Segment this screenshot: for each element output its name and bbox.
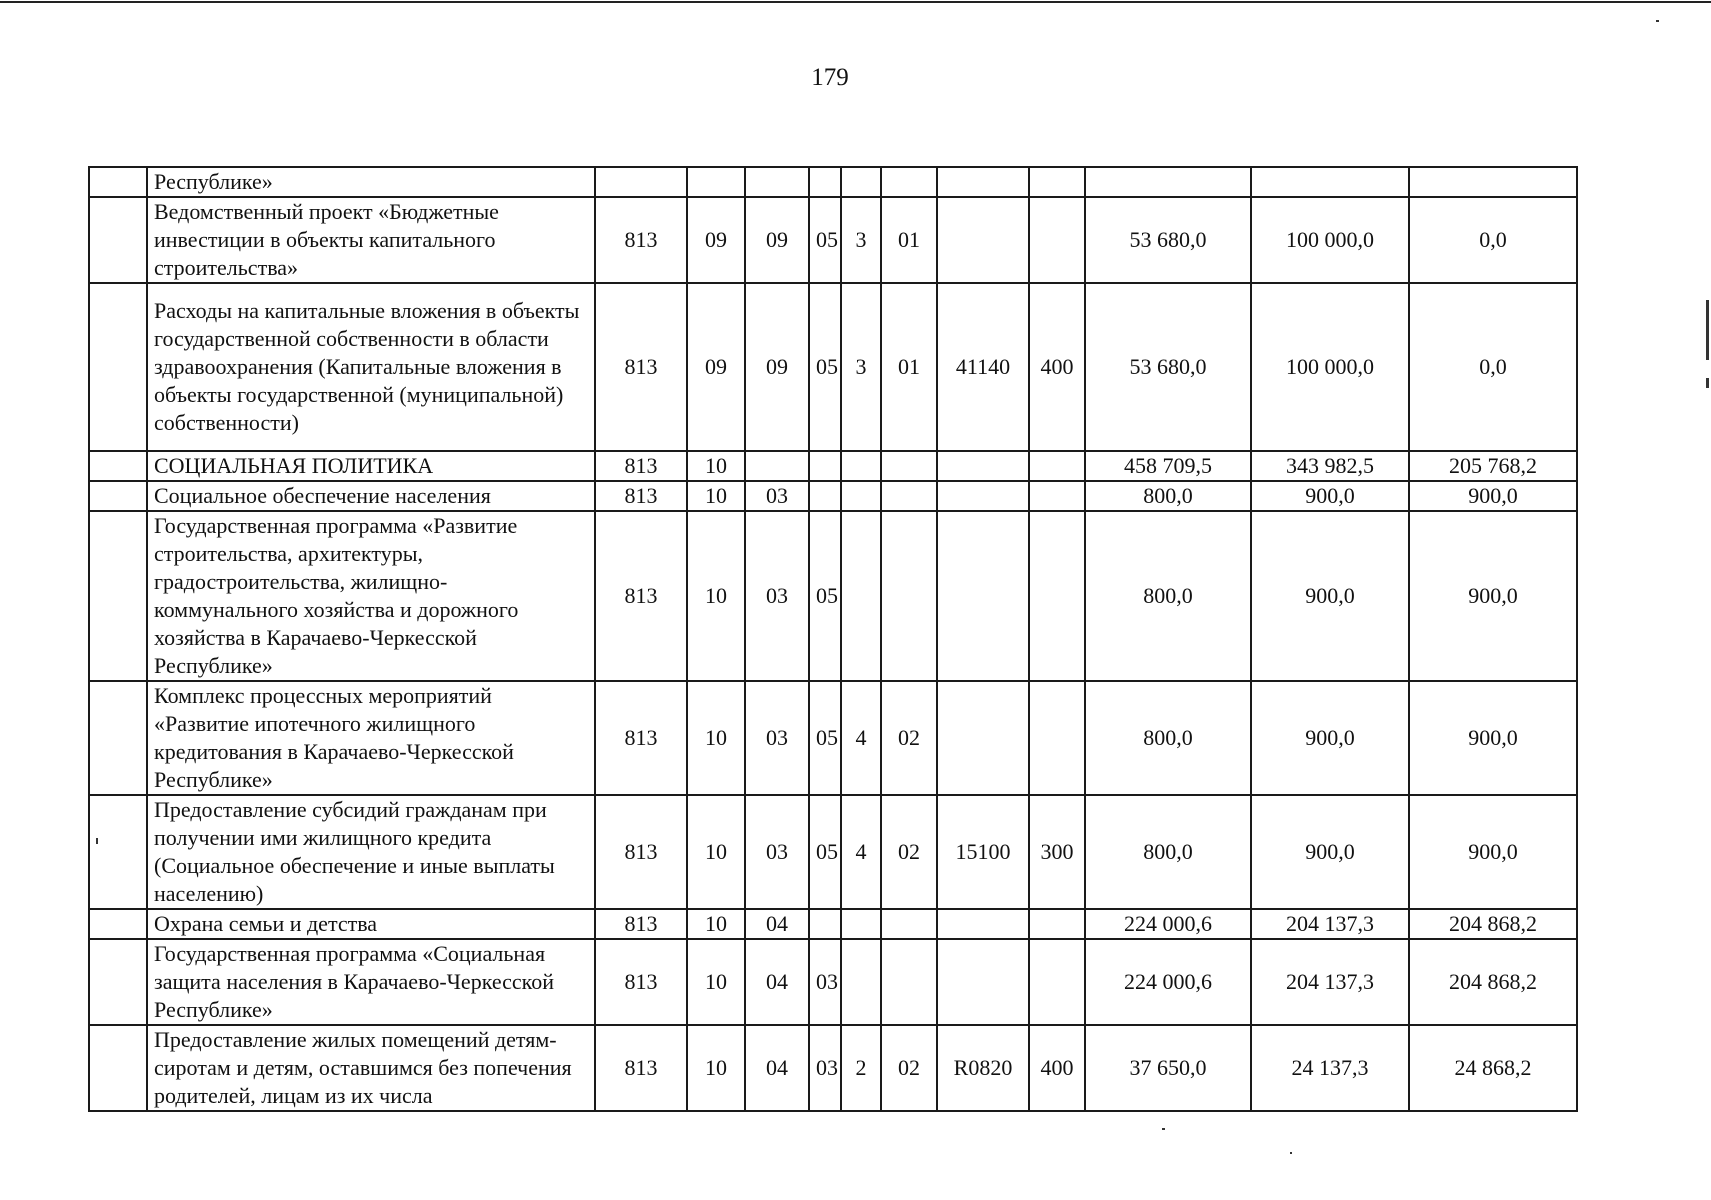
ministry-code-cell: 813 xyxy=(595,197,687,283)
ministry-code-cell: 813 xyxy=(595,939,687,1025)
subsection-code-cell: 09 xyxy=(745,283,809,451)
expense-type-cell: 400 xyxy=(1029,283,1085,451)
amount-year-2-cell: 900,0 xyxy=(1251,481,1409,511)
table-row xyxy=(89,1025,1577,1111)
section-code-cell: 09 xyxy=(687,197,745,283)
ministry-code-cell: 813 xyxy=(595,681,687,795)
amount-year-2-cell: 24 137,3 xyxy=(1251,1025,1409,1111)
program-type-cell xyxy=(841,481,881,511)
scan-speck xyxy=(1656,20,1659,22)
section-code-cell: 10 xyxy=(687,1025,745,1111)
expense-type-cell xyxy=(1029,451,1085,481)
ministry-code-cell: 813 xyxy=(595,795,687,909)
program-type-cell xyxy=(841,451,881,481)
expense-direction-cell xyxy=(937,197,1029,283)
row-index-cell xyxy=(89,197,147,283)
subsection-code-cell: 03 xyxy=(745,795,809,909)
amount-year-2-cell: 100 000,0 xyxy=(1251,283,1409,451)
scan-speck xyxy=(1162,1128,1165,1130)
row-index-cell xyxy=(89,283,147,451)
amount-year-2-cell: 204 137,3 xyxy=(1251,909,1409,939)
section-code-cell: 10 xyxy=(687,909,745,939)
amount-year-1-cell: 458 709,5 xyxy=(1085,451,1251,481)
amount-year-1-cell: 37 650,0 xyxy=(1085,1025,1251,1111)
item-name-cell: Ведомственный проект «Бюджетные инвестиции в объекты капитального строительства» xyxy=(147,197,595,283)
amount-year-1-cell: 800,0 xyxy=(1085,681,1251,795)
program-code-cell: 05 xyxy=(809,795,841,909)
expense-type-cell xyxy=(1029,167,1085,197)
amount-year-1-cell: 53 680,0 xyxy=(1085,197,1251,283)
table-row xyxy=(89,511,1577,681)
subsection-code-cell: 04 xyxy=(745,939,809,1025)
amount-year-1-cell: 800,0 xyxy=(1085,795,1251,909)
amount-year-1-cell xyxy=(1085,167,1251,197)
amount-year-3-cell: 205 768,2 xyxy=(1409,451,1577,481)
subsection-code-cell: 03 xyxy=(745,681,809,795)
subsection-code-cell: 04 xyxy=(745,1025,809,1111)
item-name-cell: СОЦИАЛЬНАЯ ПОЛИТИКА xyxy=(147,451,595,481)
program-code-cell: 03 xyxy=(809,1025,841,1111)
subsection-code-cell: 03 xyxy=(745,481,809,511)
table-row xyxy=(89,167,1577,197)
structural-element-cell: 02 xyxy=(881,681,937,795)
table-row xyxy=(89,795,1577,909)
expense-type-cell xyxy=(1029,939,1085,1025)
amount-year-3-cell: 204 868,2 xyxy=(1409,909,1577,939)
amount-year-1-cell: 224 000,6 xyxy=(1085,909,1251,939)
amount-year-1-cell: 800,0 xyxy=(1085,481,1251,511)
ministry-code-cell: 813 xyxy=(595,1025,687,1111)
program-code-cell xyxy=(809,481,841,511)
subsection-code-cell xyxy=(745,167,809,197)
amount-year-2-cell: 343 982,5 xyxy=(1251,451,1409,481)
structural-element-cell xyxy=(881,167,937,197)
table-row xyxy=(89,451,1577,481)
program-code-cell xyxy=(809,451,841,481)
item-name-cell: Охрана семьи и детства xyxy=(147,909,595,939)
section-code-cell: 10 xyxy=(687,481,745,511)
amount-year-2-cell: 900,0 xyxy=(1251,681,1409,795)
section-code-cell: 10 xyxy=(687,511,745,681)
section-code-cell xyxy=(687,167,745,197)
table-body xyxy=(89,167,1577,1111)
expense-direction-cell: 15100 xyxy=(937,795,1029,909)
program-code-cell: 05 xyxy=(809,283,841,451)
expense-direction-cell xyxy=(937,909,1029,939)
item-name-cell: Республике» xyxy=(147,167,595,197)
table-row xyxy=(89,681,1577,795)
section-code-cell: 10 xyxy=(687,795,745,909)
row-index-cell xyxy=(89,909,147,939)
structural-element-cell: 02 xyxy=(881,1025,937,1111)
structural-element-cell xyxy=(881,511,937,681)
expense-type-cell: 300 xyxy=(1029,795,1085,909)
structural-element-cell xyxy=(881,451,937,481)
ministry-code-cell: 813 xyxy=(595,451,687,481)
ministry-code-cell: 813 xyxy=(595,283,687,451)
item-name-cell: Расходы на капитальные вложения в объекты государственной собственности в области здравоохранения (Капитальные вложения в объекты государственной (муниципальной) собственности) xyxy=(147,283,595,451)
item-name-cell: Предоставление субсидий гражданам при получении ими жилищного кредита (Социальное обеспечение и иные выплаты населению) xyxy=(147,795,595,909)
expense-type-cell xyxy=(1029,481,1085,511)
ministry-code-cell: 813 xyxy=(595,481,687,511)
row-index-cell xyxy=(89,795,147,909)
structural-element-cell: 01 xyxy=(881,283,937,451)
row-index-cell xyxy=(89,451,147,481)
amount-year-2-cell: 204 137,3 xyxy=(1251,939,1409,1025)
program-code-cell: 05 xyxy=(809,511,841,681)
program-type-cell: 4 xyxy=(841,681,881,795)
program-type-cell xyxy=(841,939,881,1025)
amount-year-1-cell: 53 680,0 xyxy=(1085,283,1251,451)
expense-type-cell: 400 xyxy=(1029,1025,1085,1111)
table-row xyxy=(89,939,1577,1025)
row-index-cell xyxy=(89,681,147,795)
subsection-code-cell: 03 xyxy=(745,511,809,681)
scan-speck xyxy=(96,838,98,844)
item-name-cell: Социальное обеспечение населения xyxy=(147,481,595,511)
item-name-cell: Государственная программа «Развитие строительства, архитектуры, градостроительства, жилищно-коммунального хозяйства и дорожного хозяйства в Карачаево-Черкесской Республике» xyxy=(147,511,595,681)
expense-direction-cell xyxy=(937,167,1029,197)
program-type-cell xyxy=(841,909,881,939)
amount-year-3-cell: 24 868,2 xyxy=(1409,1025,1577,1111)
amount-year-2-cell xyxy=(1251,167,1409,197)
section-code-cell: 10 xyxy=(687,939,745,1025)
amount-year-1-cell: 800,0 xyxy=(1085,511,1251,681)
program-code-cell xyxy=(809,909,841,939)
section-code-cell: 10 xyxy=(687,451,745,481)
row-index-cell xyxy=(89,511,147,681)
row-index-cell xyxy=(89,939,147,1025)
scan-speck xyxy=(1706,378,1709,388)
expense-direction-cell: R0820 xyxy=(937,1025,1029,1111)
section-code-cell: 10 xyxy=(687,681,745,795)
expense-type-cell xyxy=(1029,511,1085,681)
scan-speck xyxy=(1290,1152,1292,1154)
program-type-cell xyxy=(841,167,881,197)
structural-element-cell: 01 xyxy=(881,197,937,283)
budget-table xyxy=(88,166,1578,1112)
amount-year-3-cell: 0,0 xyxy=(1409,283,1577,451)
amount-year-3-cell: 900,0 xyxy=(1409,511,1577,681)
program-type-cell: 4 xyxy=(841,795,881,909)
program-type-cell: 3 xyxy=(841,197,881,283)
expense-direction-cell xyxy=(937,939,1029,1025)
amount-year-2-cell: 900,0 xyxy=(1251,511,1409,681)
ministry-code-cell xyxy=(595,167,687,197)
amount-year-3-cell: 900,0 xyxy=(1409,795,1577,909)
expense-type-cell xyxy=(1029,681,1085,795)
expense-direction-cell: 41140 xyxy=(937,283,1029,451)
scan-top-edge xyxy=(0,1,1711,3)
expense-direction-cell xyxy=(937,481,1029,511)
row-index-cell xyxy=(89,1025,147,1111)
amount-year-3-cell xyxy=(1409,167,1577,197)
row-index-cell xyxy=(89,167,147,197)
structural-element-cell xyxy=(881,909,937,939)
amount-year-2-cell: 100 000,0 xyxy=(1251,197,1409,283)
expense-type-cell xyxy=(1029,909,1085,939)
program-type-cell: 3 xyxy=(841,283,881,451)
page-number: 179 xyxy=(811,64,849,91)
expense-type-cell xyxy=(1029,197,1085,283)
program-code-cell: 03 xyxy=(809,939,841,1025)
table-row xyxy=(89,909,1577,939)
table-row xyxy=(89,197,1577,283)
expense-direction-cell xyxy=(937,451,1029,481)
scan-speck xyxy=(1706,300,1709,360)
program-type-cell xyxy=(841,511,881,681)
expense-direction-cell xyxy=(937,681,1029,795)
structural-element-cell xyxy=(881,939,937,1025)
amount-year-3-cell: 900,0 xyxy=(1409,681,1577,795)
amount-year-3-cell: 900,0 xyxy=(1409,481,1577,511)
program-code-cell: 05 xyxy=(809,681,841,795)
expense-direction-cell xyxy=(937,511,1029,681)
item-name-cell: Предоставление жилых помещений детям-сиротам и детям, оставшимся без попечения родителей, лицам из их числа xyxy=(147,1025,595,1111)
section-code-cell: 09 xyxy=(687,283,745,451)
amount-year-3-cell: 0,0 xyxy=(1409,197,1577,283)
amount-year-1-cell: 224 000,6 xyxy=(1085,939,1251,1025)
program-code-cell: 05 xyxy=(809,197,841,283)
table-row xyxy=(89,283,1577,451)
program-type-cell: 2 xyxy=(841,1025,881,1111)
subsection-code-cell xyxy=(745,451,809,481)
ministry-code-cell: 813 xyxy=(595,511,687,681)
ministry-code-cell: 813 xyxy=(595,909,687,939)
item-name-cell: Комплекс процессных мероприятий «Развитие ипотечного жилищного кредитования в Карачаево-Черкесской Республике» xyxy=(147,681,595,795)
subsection-code-cell: 09 xyxy=(745,197,809,283)
structural-element-cell xyxy=(881,481,937,511)
amount-year-2-cell: 900,0 xyxy=(1251,795,1409,909)
table-row xyxy=(89,481,1577,511)
amount-year-3-cell: 204 868,2 xyxy=(1409,939,1577,1025)
row-index-cell xyxy=(89,481,147,511)
structural-element-cell: 02 xyxy=(881,795,937,909)
program-code-cell xyxy=(809,167,841,197)
subsection-code-cell: 04 xyxy=(745,909,809,939)
item-name-cell: Государственная программа «Социальная защита населения в Карачаево-Черкесской Республике» xyxy=(147,939,595,1025)
